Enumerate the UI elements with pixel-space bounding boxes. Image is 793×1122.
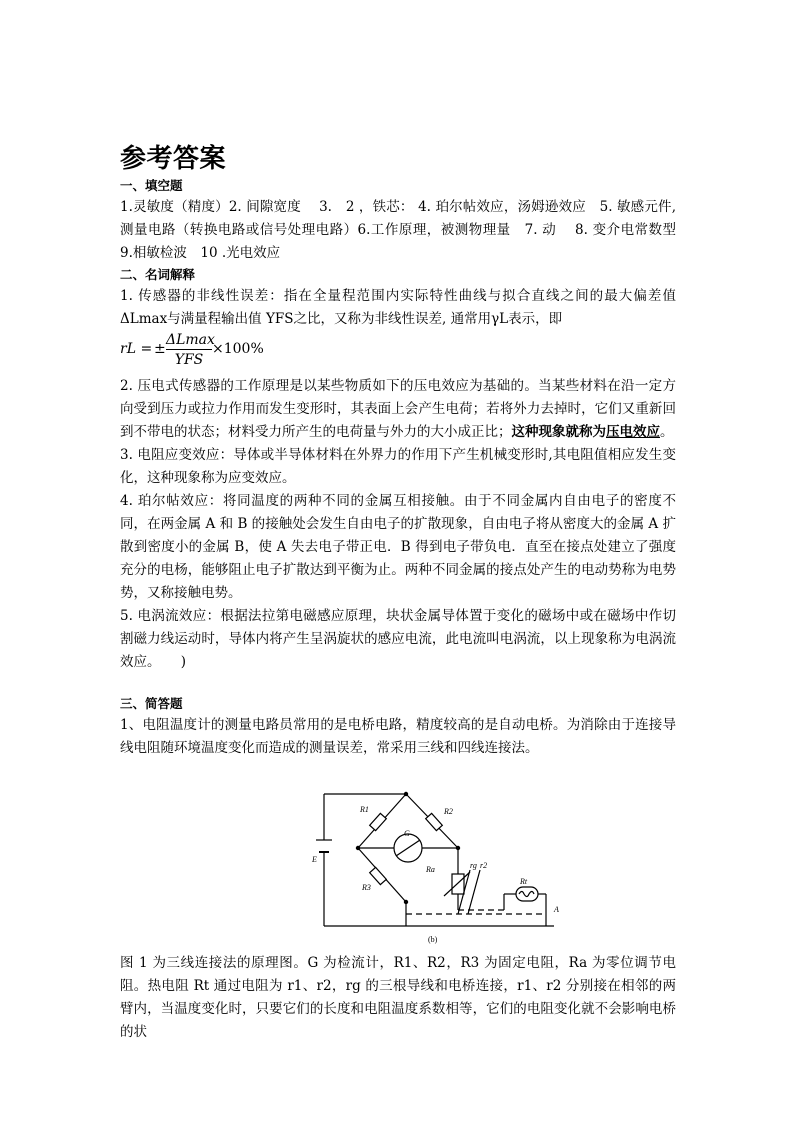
term-item-1: 1. 传感器的非线性误差：指在全量程范围内实际特性曲线与拟合直线之间的最大偏差值ΔLmax与满量程输出值 YFS之比，又称为非线性误差, 通常用γL表示，即 bbox=[120, 288, 676, 327]
formula-tail: ×100% bbox=[212, 341, 264, 357]
figure-description: 图 1 为三线连接法的原理图。G 为检流计，R1、R2，R3 为固定电阻，Ra 为零位调节电阻。热电阻 Rt 通过电阻为 r1、r2，rg 的三根导线和电桥连接，r1、r2 分别接在相邻的两臂内，当温度变化时，只要它们的长度和电阻温度系数相等，它们的电阻变化就不会影响电桥的状 bbox=[120, 955, 676, 1040]
fill-answers: 1.灵敏度（精度）2. 间隙宽度 3. 2 ，铁芯： 4. 珀尔帖效应，汤姆逊效应 5. 敏感元件, 测量电路（转换电路或信号处理电路）6.工作原理，被测物理量 7. 动 8. 变介电常数型 9.相敏检波 10 .光电效应 bbox=[120, 199, 690, 261]
label-r2: R2 bbox=[444, 807, 453, 816]
term-item-2-bold: 这种现象就称为 bbox=[511, 424, 606, 440]
label-a: A bbox=[554, 905, 559, 914]
document-page bbox=[120, 142, 690, 760]
formula-denominator: YFS bbox=[174, 352, 204, 368]
short-item-1: 1、电阻温度计的测量电路员常用的是电桥电路，精度较高的是自动电桥。为消除由于连接导线电阻随环境温度变化而造成的测量误差，常采用三线和四线连接法。 bbox=[120, 717, 676, 756]
term-item-2-keyword: 压电效应 bbox=[606, 424, 660, 440]
figure-caption-b: (b) bbox=[428, 935, 438, 944]
label-e: E bbox=[312, 855, 317, 864]
node-left bbox=[356, 846, 360, 850]
label-r1: R1 bbox=[360, 805, 369, 814]
page-title: 参考答案 bbox=[120, 144, 227, 174]
term-item-3: 3. 电阻应变效应：导体或半导体材料在外界力的作用下产生机械变形时,其电阻值相应发生变化，这种现象称为应变效应。 bbox=[120, 447, 676, 486]
formula-plus-minus: ± bbox=[154, 341, 166, 357]
section-heading-fill: 一、填空题 bbox=[120, 178, 183, 193]
label-ra: Ra bbox=[426, 865, 435, 874]
node-bottom bbox=[404, 900, 408, 904]
resistor-ra bbox=[452, 874, 464, 894]
section-heading-short: 三、简答题 bbox=[120, 696, 183, 711]
label-g: G bbox=[404, 829, 410, 838]
bridge-circuit-diagram bbox=[308, 788, 568, 950]
resistor-r3 bbox=[370, 867, 387, 884]
nonlinearity-formula bbox=[120, 331, 676, 375]
term-item-5: 5. 电涡流效应：根据法拉第电磁感应原理，块状金属导体置于变化的磁场中或在磁场中作切割磁力线运动时，导体内将产生呈涡旋状的感应电流，此电流叫电涡流，以上现象称为电涡流效应。 ) bbox=[120, 608, 676, 670]
term-item-2-end: 。 bbox=[660, 424, 674, 440]
term-item-2-text: 2. 压电式传感器的工作原理是以某些物质如下的压电效应为基础的。当某些材料在沿一定方向受到压力或拉力作用而发生变形时，其表面上会产生电荷；若将外力去掉时，它们又重新回到不带电的状态；材料受力所产生的电荷量与外力的大小成正比； bbox=[120, 378, 676, 440]
node-top bbox=[404, 792, 408, 796]
formula-numerator: ΔLmax bbox=[166, 332, 215, 348]
section-gap bbox=[120, 674, 676, 694]
node-right bbox=[456, 846, 460, 850]
formula-lhs: rL = bbox=[120, 341, 153, 357]
label-rg: rg bbox=[470, 861, 477, 870]
label-rt: Rt bbox=[520, 877, 528, 886]
term-item-2 bbox=[120, 375, 676, 444]
lead-slant-2 bbox=[468, 870, 480, 914]
resistor-r1 bbox=[370, 813, 387, 830]
label-r3: R3 bbox=[362, 883, 371, 892]
resistor-r2 bbox=[426, 813, 443, 830]
figure-description-block bbox=[120, 952, 676, 1044]
formula-fraction bbox=[166, 331, 215, 370]
label-rr: r2 bbox=[480, 861, 488, 870]
term-item-4: 4. 珀尔帖效应：将同温度的两种不同的金属互相接触。由于不同金属内自由电子的密度不同，在两金属 A 和 B 的接触处会发生自由电子的扩散现象，自由电子将从密度大的金属 A 扩散到密度小的金属 B，使 A 失去电子带正电．B 得到电子带负电．直至在接点处建立了强度充分的电杨，能够阻止电子扩散达到平衡为止。两种不同金属的接点处产生的电动势称为电势势，又称接触电势。 bbox=[120, 493, 676, 601]
section-heading-terms: 二、名词解释 bbox=[120, 267, 196, 282]
